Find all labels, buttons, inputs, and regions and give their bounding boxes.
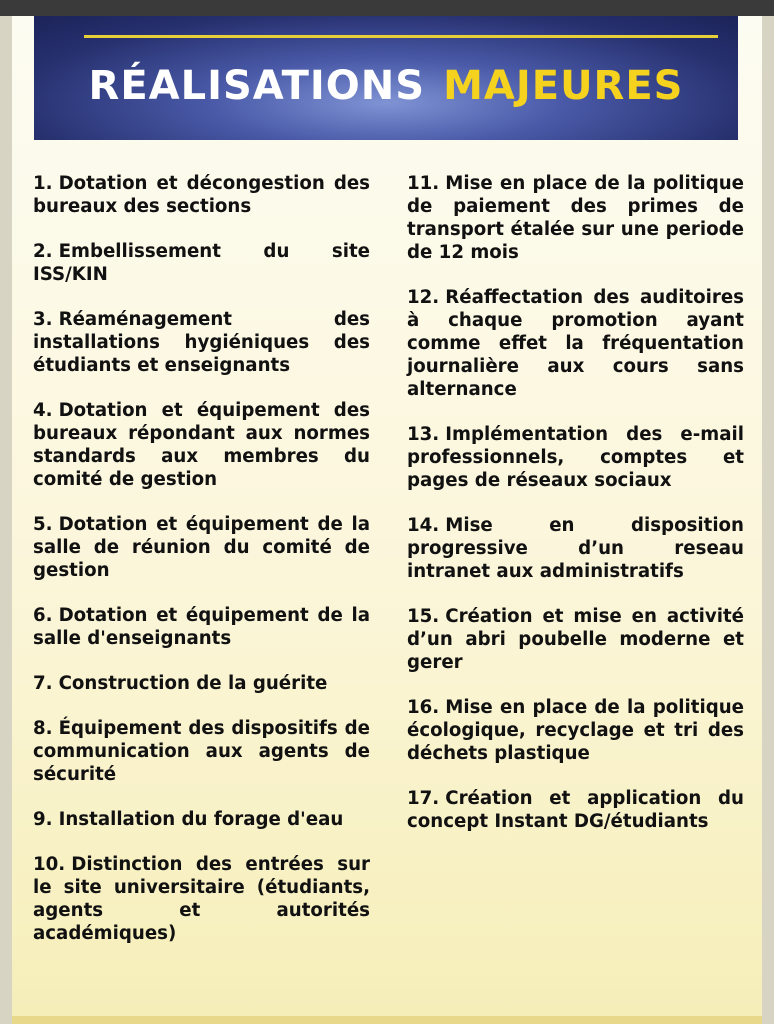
item-number: 1. xyxy=(33,173,53,194)
list-item xyxy=(407,787,744,833)
list-item xyxy=(33,172,370,218)
item-text: Mise en disposition progressive d’un reseau intranet aux administratifs xyxy=(407,515,744,582)
page-title xyxy=(34,62,738,110)
banner-accent-line xyxy=(84,35,718,38)
item-number: 9. xyxy=(33,809,53,830)
right-column xyxy=(407,172,744,855)
item-number: 6. xyxy=(33,605,53,626)
list-item xyxy=(407,423,744,492)
item-text: Construction de la guérite xyxy=(58,673,328,694)
item-text: Dotation et décongestion des bureaux des sections xyxy=(33,173,370,217)
list-item xyxy=(407,286,744,401)
bottom-accent-strip xyxy=(12,1016,762,1024)
item-text: Distinction des entrées sur le site universitaire (étudiants, agents et autorités académiques) xyxy=(33,854,370,944)
title-banner xyxy=(34,16,738,140)
list-item xyxy=(33,399,370,491)
list-item xyxy=(33,717,370,786)
list-item xyxy=(407,514,744,583)
item-number: 8. xyxy=(33,718,53,739)
item-number: 14. xyxy=(407,515,440,536)
item-number: 3. xyxy=(33,309,53,330)
list-item xyxy=(33,853,370,945)
item-text: Dotation et équipement des bureaux répondant aux normes standards aux membres du comité de gestion xyxy=(33,400,370,490)
item-number: 10. xyxy=(33,854,66,875)
item-text: Embellissement du site ISS/KIN xyxy=(33,241,370,285)
list-item xyxy=(33,513,370,582)
item-number: 12. xyxy=(407,287,440,308)
list-item xyxy=(407,172,744,264)
top-status-bar xyxy=(0,0,774,16)
item-text: Création et application du concept Instant DG/étudiants xyxy=(407,788,744,832)
list-item xyxy=(407,696,744,765)
item-text: Installation du forage d'eau xyxy=(58,809,344,830)
item-number: 16. xyxy=(407,697,440,718)
list-item xyxy=(407,605,744,674)
item-text: Mise en place de la politique de paiement des primes de transport étalée sur une periode de 12 mois xyxy=(407,173,744,263)
item-number: 2. xyxy=(33,241,53,262)
item-text: Implémentation des e-mail professionnels, comptes et pages de réseaux sociaux xyxy=(407,424,744,491)
item-text: Mise en place de la politique écologique, recyclage et tri des déchets plastique xyxy=(407,697,744,764)
title-part-1: RÉALISATIONS xyxy=(88,63,426,109)
item-number: 15. xyxy=(407,606,440,627)
left-column xyxy=(33,172,370,967)
item-text: Dotation et équipement de la salle de réunion du comité de gestion xyxy=(33,514,370,581)
item-text: Création et mise en activité d’un abri poubelle moderne et gerer xyxy=(407,606,744,673)
item-number: 11. xyxy=(407,173,440,194)
title-part-2: MAJEURES xyxy=(443,63,684,109)
item-number: 4. xyxy=(33,400,53,421)
list-item xyxy=(33,604,370,650)
item-number: 13. xyxy=(407,424,440,445)
item-text: Dotation et équipement de la salle d'enseignants xyxy=(33,605,370,649)
item-number: 5. xyxy=(33,514,53,535)
list-item xyxy=(33,308,370,377)
item-text: Réaffectation des auditoires à chaque promotion ayant comme effet la fréquentation journalière aux cours sans alternance xyxy=(407,287,744,400)
item-number: 17. xyxy=(407,788,440,809)
item-number: 7. xyxy=(33,673,53,694)
item-text: Équipement des dispositifs de communication aux agents de sécurité xyxy=(33,718,370,785)
list-item xyxy=(33,240,370,286)
document-page xyxy=(12,16,762,1024)
list-item xyxy=(33,672,370,695)
list-item xyxy=(33,808,370,831)
item-text: Réaménagement des installations hygiéniques des étudiants et enseignants xyxy=(33,309,370,376)
